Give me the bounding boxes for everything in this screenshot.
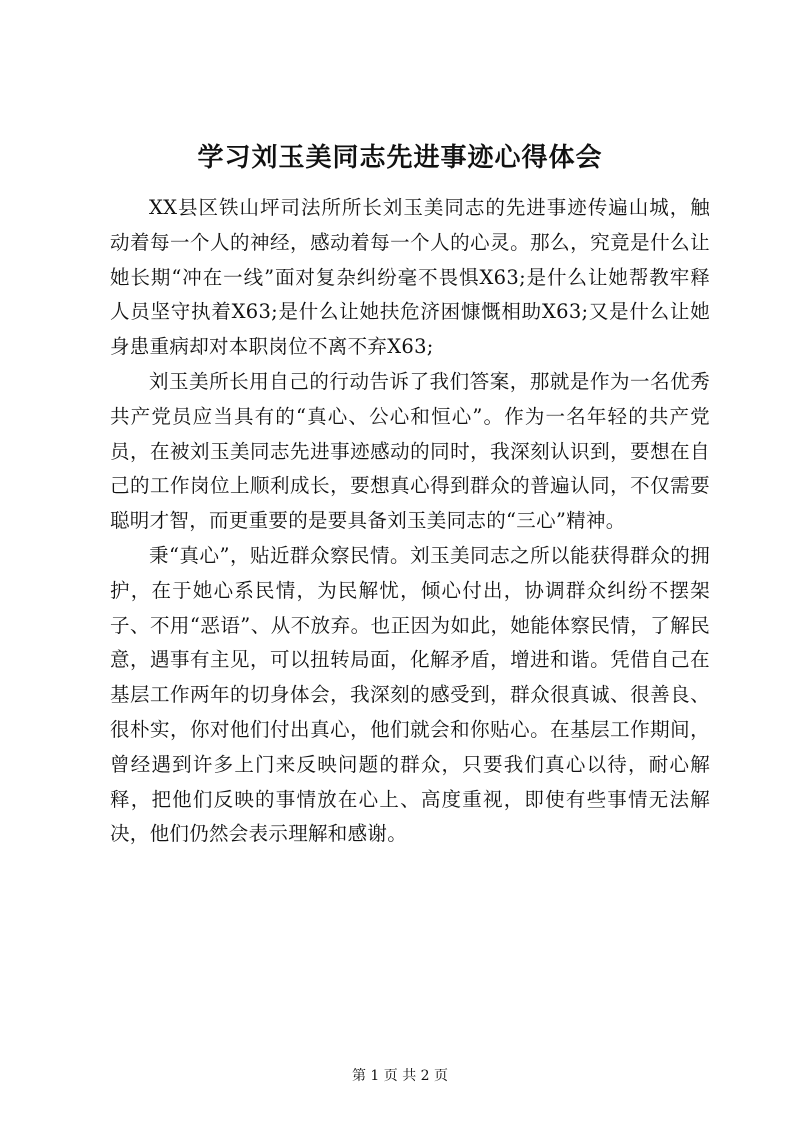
paragraph-2: 刘玉美所长用自己的行动告诉了我们答案，那就是作为一名优秀共产党员应当具有的“真心、公心和恒心”。作为一名年轻的共产党员，在被刘玉美同志先进事迹感动的同时，我深刻认识到，要想在自己的工作岗位上顺利成长，要想真心得到群众的普遍认同，不仅需要聪明才智，而更重要的是要具备刘玉美同志的“三心”精神。 <box>110 369 710 533</box>
paragraph-1: XX县区铁山坪司法所所长刘玉美同志的先进事迹传遍山城，触动着每一个人的神经，感动着每一个人的心灵。那么，究竟是什么让她长期“冲在一线”面对复杂纠纷毫不畏惧X63;是什么让她帮教牢释人员坚守执着X63;是什么让她扶危济困慷慨相助X63;又是什么让她身患重病却对本职岗位不离不弃X63; <box>110 196 710 359</box>
document-body <box>110 191 710 852</box>
document-title: 学习刘玉美同志先进事迹心得体会 <box>197 143 603 173</box>
paragraph-3: 秉“真心”，贴近群众察民情。刘玉美同志之所以能获得群众的拥护，在于她心系民情，为民解忧，倾心付出，协调群众纠纷不摆架子、不用“恶语”、从不放弃。也正因为如此，她能体察民情，了解民意，遇事有主见，可以扭转局面，化解矛盾，增进和谐。凭借自己在基层工作两年的切身体会，我深刻的感受到，群众很真诚、很善良、很朴实，你对他们付出真心，他们就会和你贴心。在基层工作期间，曾经遇到许多上门来反映问题的群众，只要我们真心以待，耐心解释，把他们反映的事情放在心上、高度重视，即使有些事情无法解决，他们仍然会表示理解和感谢。 <box>110 543 710 846</box>
page-number-footer: 第 1 页 共 2 页 <box>351 1068 449 1084</box>
